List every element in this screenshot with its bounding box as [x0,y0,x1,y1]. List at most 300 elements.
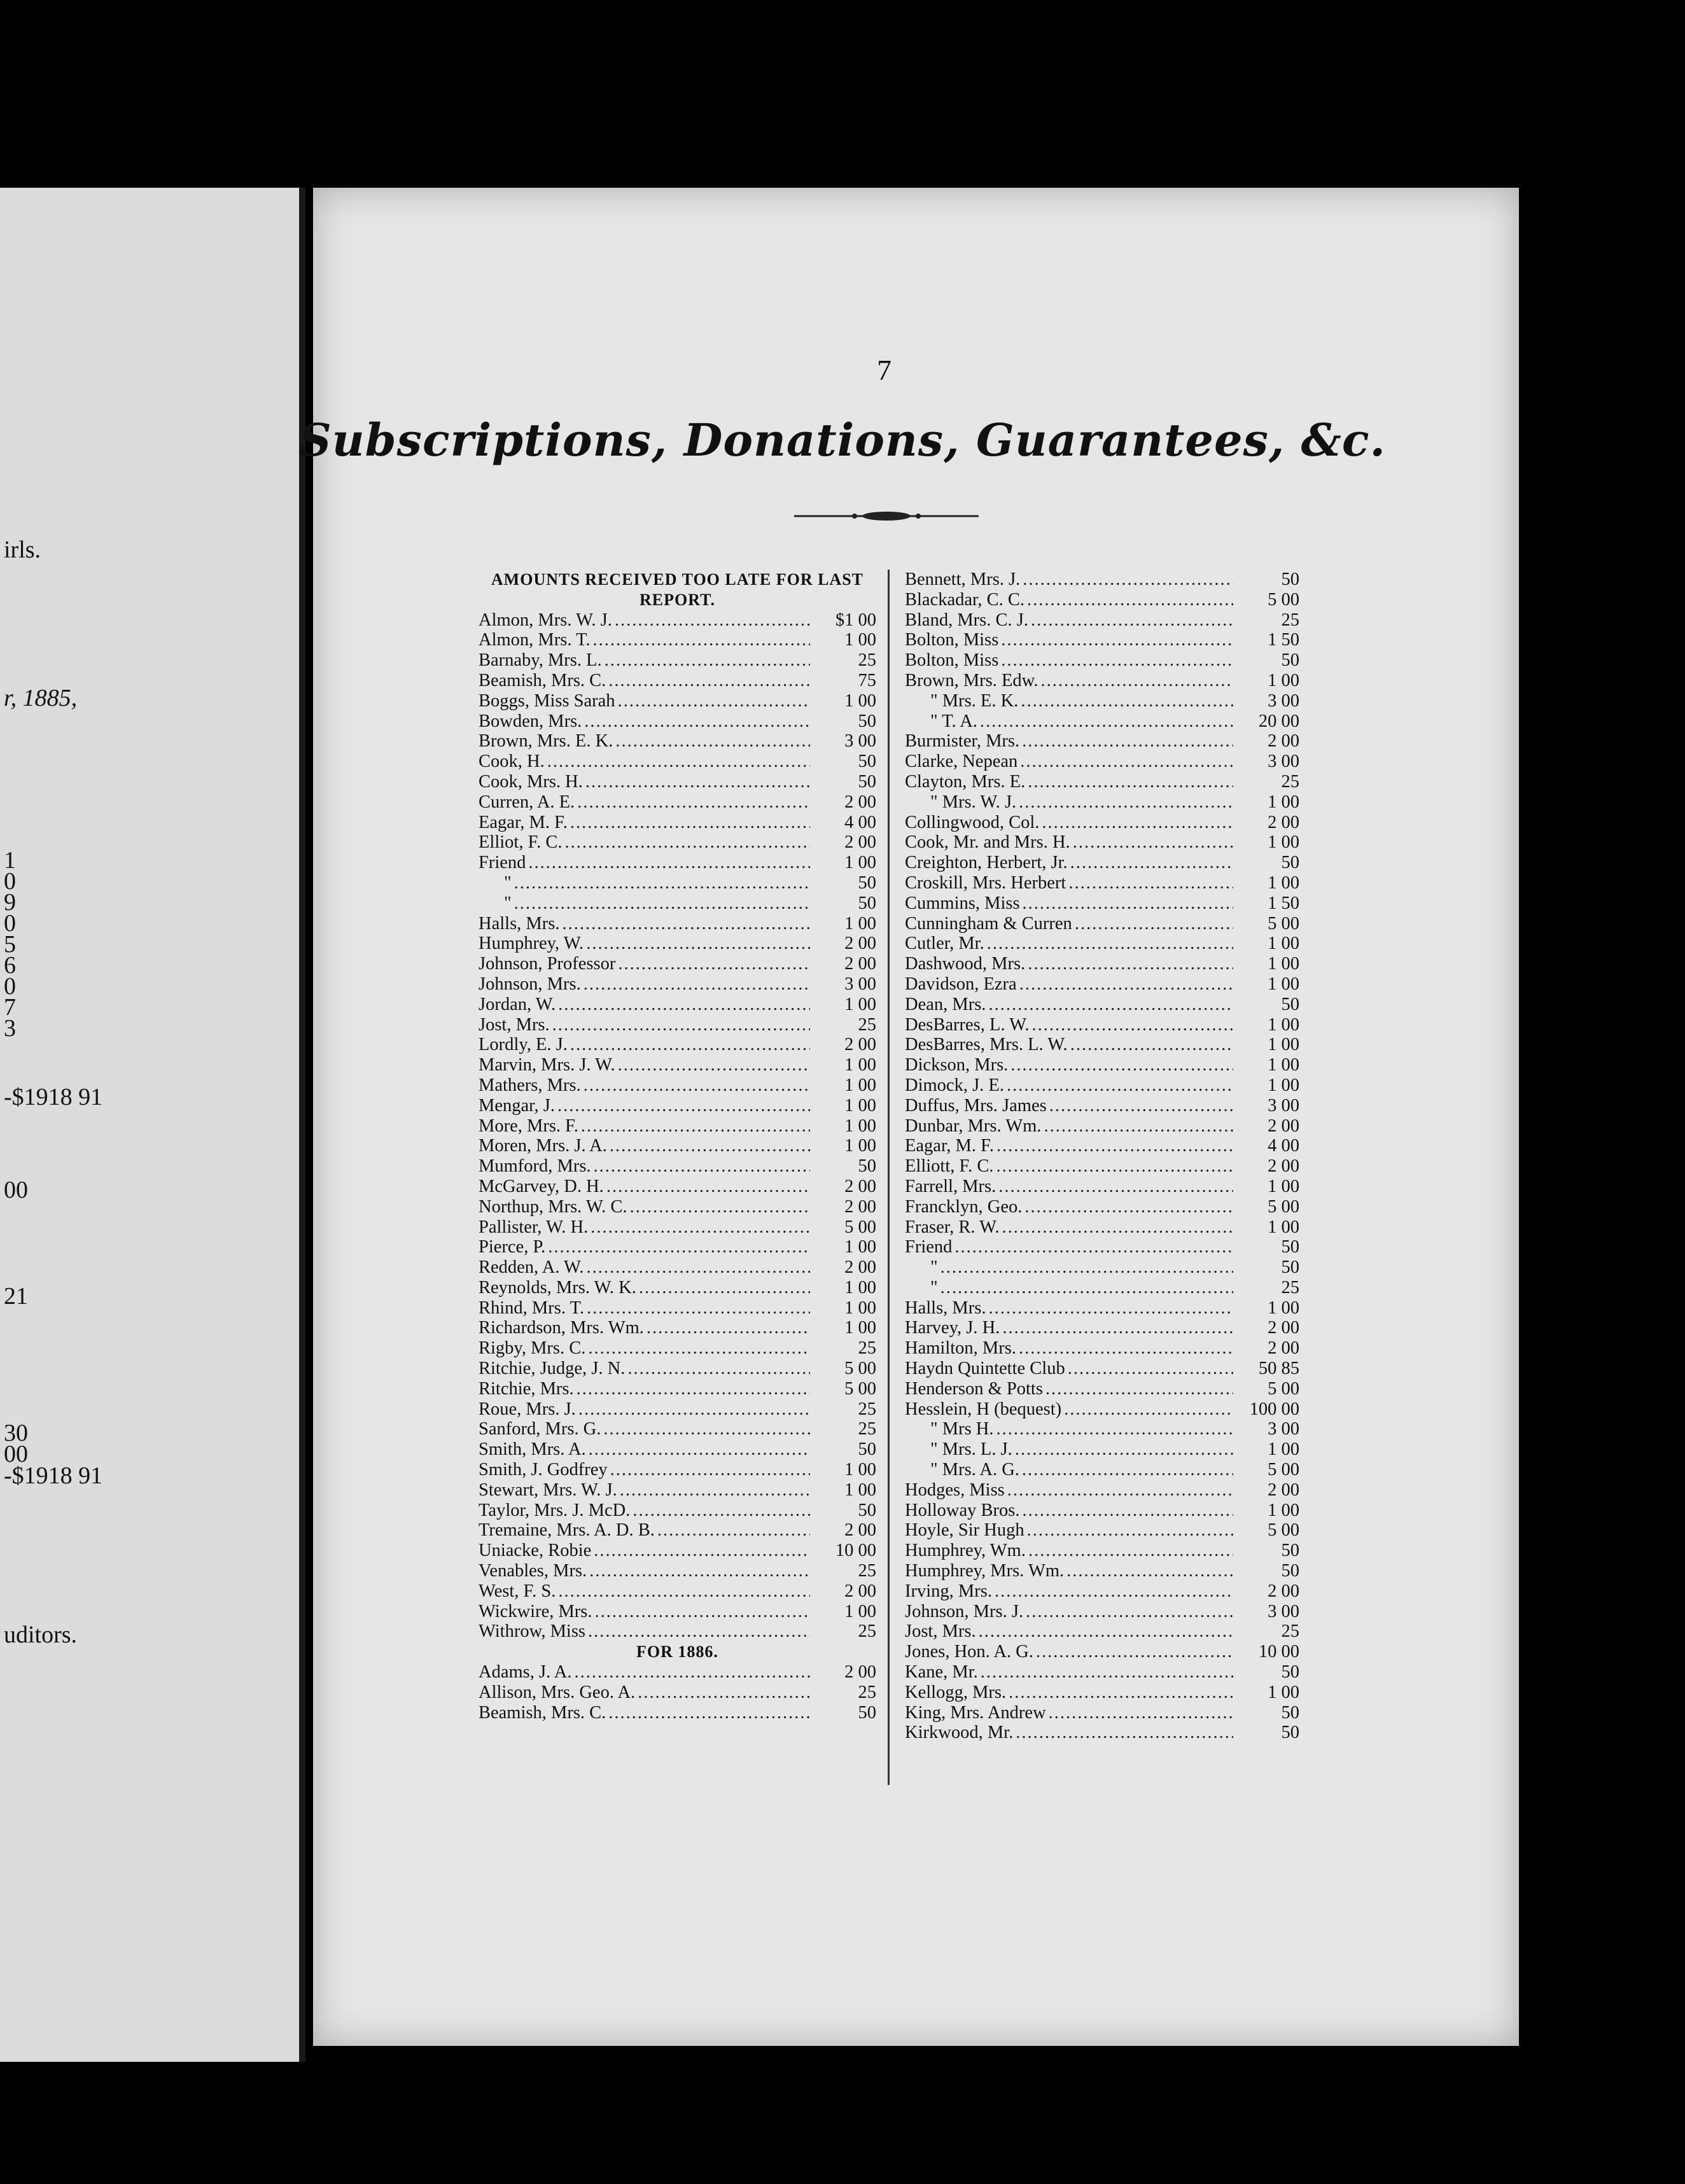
entry-amount: 1 00 [1268,1055,1299,1075]
entry-name: Cook, H. [479,752,545,772]
entry-row [905,813,1299,833]
entry-amount: 5 00 [1268,589,1299,610]
entry-row [479,1662,876,1683]
entry-row [479,974,876,995]
entry-amount: 25 [858,1419,876,1439]
entry-name: Haydn Quintette Club [905,1359,1065,1379]
leader-dots [589,1439,810,1460]
entry-row [905,1683,1299,1703]
leader-dots [584,1075,810,1096]
leader-dots [639,1278,810,1298]
entry-name: Jost, Mrs. [479,1014,550,1035]
leader-dots [940,1278,1233,1298]
entry-name: Holloway Bros. [905,1500,1020,1520]
entry-row [479,1379,876,1399]
leader-dots [1049,1703,1233,1723]
leader-dots [1007,1480,1233,1501]
entry-amount: 4 00 [1268,1136,1299,1156]
entry-row [479,1177,876,1197]
subscriptions-right-column [905,570,1299,1743]
leader-dots [981,1662,1233,1683]
leader-dots [547,752,810,772]
entry-name: Elliott, F. C. [905,1156,994,1177]
entry-name: Stewart, Mrs. W. J. [479,1480,617,1500]
entry-name: Davidson, Ezra [905,974,1017,994]
entry-amount: 5 00 [1268,913,1299,934]
entry-amount: 2 00 [1268,1318,1299,1338]
entry-name: Cummins, Miss [905,893,1020,913]
leader-dots [620,1480,810,1501]
entry-amount: 2 00 [844,1520,876,1541]
entry-row [905,1338,1299,1359]
entry-amount: 50 [1281,1662,1299,1683]
entry-name: King, Mrs. Andrew [905,1702,1046,1723]
entry-name: Humphrey, Mrs. Wm. [905,1561,1065,1581]
entry-row [479,1298,876,1319]
entry-row [905,1278,1299,1298]
entry-amount: 1 00 [1268,1682,1299,1702]
entry-amount: 75 [858,670,876,690]
entry-row [479,1318,876,1338]
fragment-text: r, 1885, [4,685,78,711]
entry-name: Croskill, Mrs. Herbert [905,872,1066,893]
entry-name: Bennett, Mrs. J. [905,570,1021,589]
fragment-text: -$1918 91 [4,1462,103,1489]
leader-dots [1066,1561,1233,1581]
entry-row [905,873,1299,893]
leader-dots [1015,1439,1233,1460]
entry-name: Brown, Mrs. Edw. [905,670,1038,690]
leader-dots [1026,1602,1233,1622]
entry-name: Kellogg, Mrs. [905,1682,1007,1702]
entry-amount: 5 00 [844,1378,876,1399]
entry-row [479,711,876,732]
subscriptions-left-column [479,570,876,1723]
entry-row [479,1278,876,1298]
entry-name: " [504,893,512,913]
entry-amount: 25 [858,650,876,671]
entry-row [479,1359,876,1379]
entry-row [905,1419,1299,1439]
fragment-text: 1 [4,847,16,874]
leader-dots [1023,893,1233,914]
entry-name: Duffus, Mrs. James [905,1095,1047,1116]
fragment-text: 30 [4,1420,28,1446]
entry-row [479,1480,876,1501]
leader-dots [577,1379,810,1399]
entry-amount: 1 00 [844,1298,876,1318]
entry-amount: 2 00 [844,934,876,954]
entry-name: Barnaby, Mrs. L. [479,650,602,671]
entry-amount: 2 00 [844,832,876,853]
entry-amount: 1 00 [844,1460,876,1480]
entry-name: " [504,872,512,893]
entry-row [479,873,876,893]
entry-name: Jones, Hon. A. G. [905,1642,1033,1662]
entry-row [905,1075,1299,1096]
leader-dots [1023,1501,1234,1521]
fragment-text: 9 [4,889,16,916]
entry-amount: 1 00 [1268,872,1299,893]
entry-amount: 1 00 [844,630,876,650]
entry-name: Tremaine, Mrs. A. D. B. [479,1520,655,1541]
leader-dots [1027,590,1233,610]
entry-amount: 3 00 [1268,752,1299,772]
leader-dots [1002,1318,1233,1338]
leader-dots [1073,832,1233,853]
entry-row [905,893,1299,914]
entry-row [479,1338,876,1359]
entry-name: McGarvey, D. H. [479,1176,604,1196]
entry-amount: 1 00 [844,1116,876,1136]
entry-name: Curren, A. E. [479,792,575,812]
entry-row [479,893,876,914]
entry-list-1886 [479,1662,876,1723]
leader-dots [627,1359,810,1379]
entry-name: Clarke, Nepean [905,752,1018,772]
entry-name: Kane, Mr. [905,1662,978,1683]
entry-row [479,1257,876,1278]
entry-amount: 50 [858,872,876,893]
entry-name: Humphrey, Wm. [905,1541,1026,1561]
entry-name: Almon, Mrs. T. [479,630,591,650]
entry-amount: 2 00 [844,792,876,812]
entry-name: West, F. S. [479,1581,556,1601]
entry-name: Redden, A. W. [479,1257,584,1278]
leader-dots [558,1581,810,1602]
entry-name: Hamilton, Mrs. [905,1338,1016,1359]
leader-dots [608,1703,810,1723]
entry-name: Ritchie, Mrs. [479,1378,574,1399]
entry-name: Cook, Mr. and Mrs. H. [905,832,1070,853]
entry-row [479,1621,876,1642]
leader-dots [618,1055,810,1075]
entry-row [479,934,876,954]
entry-row [479,671,876,691]
entry-amount: 2 00 [1268,1338,1299,1359]
leader-dots [996,1419,1233,1439]
entry-amount: 25 [858,1338,876,1359]
entry-amount: 50 [858,1439,876,1460]
leader-dots [615,731,810,752]
entry-row [905,1703,1299,1723]
leader-dots [988,995,1233,1015]
facing-page-fragment [0,188,305,2062]
entry-row [479,1520,876,1541]
entry-name: Francklyn, Geo. [905,1196,1023,1217]
entry-amount: 2 00 [1268,812,1299,832]
entry-name: Johnson, Mrs. J. [905,1601,1024,1621]
entry-name: Moren, Mrs. J. A. [479,1136,607,1156]
fragment-text: 3 [4,1015,16,1042]
entry-amount: $1 00 [835,610,876,630]
entry-amount: 50 [1281,853,1299,873]
leader-dots [587,1298,810,1319]
entry-row [905,711,1299,732]
leader-dots [1019,974,1233,995]
entry-row [905,792,1299,813]
entry-name: Smith, Mrs. A. [479,1439,586,1460]
leader-dots [1019,792,1233,813]
leader-dots [1028,954,1233,974]
leader-dots [603,1419,810,1439]
entry-row [905,1439,1299,1460]
entry-name: Dickson, Mrs. [905,1055,1009,1075]
entry-row [905,1116,1299,1137]
fragment-text: 0 [4,910,16,937]
entry-amount: 1 00 [844,853,876,873]
entry-list [905,570,1299,1743]
leader-dots [586,1257,810,1278]
fragment-text: 7 [4,994,16,1021]
leader-dots [954,1237,1233,1257]
entry-amount: 50 [858,893,876,913]
entry-name: Bolton, Miss [905,630,999,650]
entry-name: Mengar, J. [479,1095,555,1116]
leader-dots [1010,1055,1233,1075]
entry-amount: 1 00 [844,994,876,1014]
column-divider [888,570,890,1785]
entry-name: Kirkwood, Mr. [905,1723,1014,1743]
entry-amount: 3 00 [1268,1095,1299,1116]
entry-name: Sanford, Mrs. G. [479,1419,601,1439]
entry-amount: 50 [858,1156,876,1177]
entry-name: DesBarres, Mrs. L. W. [905,1035,1068,1055]
entry-row [479,1439,876,1460]
entry-amount: 1 00 [844,1095,876,1116]
leader-dots [638,1683,810,1703]
leader-dots [588,1621,810,1642]
entry-amount: 50 [858,1500,876,1520]
leader-dots [565,832,810,853]
entry-row [905,1541,1299,1561]
leader-dots [647,1318,810,1338]
leader-dots [588,1338,810,1359]
leader-dots [1075,914,1233,934]
leader-dots [1024,1197,1233,1217]
entry-amount: 10 00 [1258,1642,1299,1662]
entry-row [479,792,876,813]
entry-row [905,995,1299,1015]
entry-name: Dunbar, Mrs. Wm. [905,1116,1042,1136]
leader-dots [584,711,810,732]
leader-dots [633,1501,810,1521]
entry-name: Bland, Mrs. C. J. [905,610,1028,630]
leader-dots [1009,1683,1233,1703]
entry-name: Collingwood, Col. [905,812,1040,832]
entry-amount: 2 00 [844,1035,876,1055]
fragment-text: 6 [4,952,16,979]
entry-name: Burmister, Mrs. [905,731,1020,752]
entry-row [905,1501,1299,1521]
entry-name: Dimock, J. E. [905,1075,1004,1095]
entry-amount: 1 00 [1268,1014,1299,1035]
leader-dots [528,853,810,873]
entry-row [479,1015,876,1035]
entry-name: DesBarres, L. W. [905,1014,1030,1035]
entry-row [479,1399,876,1420]
entry-amount: 1 00 [1268,954,1299,974]
leader-dots [615,610,810,631]
leader-dots [610,1460,810,1480]
leader-dots [552,1015,810,1035]
leader-dots [591,1217,810,1238]
leader-dots [1002,1217,1233,1238]
entry-name: Blackadar, C. C. [905,589,1025,610]
leader-dots [514,893,810,914]
leader-dots [562,914,810,934]
leader-dots [589,1561,810,1581]
entry-amount: 1 00 [1268,934,1299,954]
entry-amount: 5 00 [844,1217,876,1237]
entry-amount: 1 00 [1268,974,1299,994]
entry-amount: 1 00 [1268,1075,1299,1095]
entry-amount: 25 [1281,610,1299,630]
entry-name: Creighton, Herbert, Jr. [905,853,1068,873]
entry-row [479,995,876,1015]
entry-amount: 2 00 [1268,1581,1299,1601]
leader-dots [558,995,810,1015]
fragment-text: irls. [4,536,41,563]
entry-amount: 1 00 [1268,1298,1299,1318]
entry-row [905,1561,1299,1581]
entry-amount: 3 00 [1268,1601,1299,1621]
entry-amount: 25 [1281,1277,1299,1298]
entry-row [479,853,876,873]
entry-amount: 5 00 [1268,1460,1299,1480]
entry-row [479,650,876,671]
leader-dots [1028,1541,1233,1561]
leader-dots [570,813,810,833]
entry-name: Pierce, P. [479,1237,546,1257]
entry-amount: 2 00 [1268,1156,1299,1177]
entry-name: Dashwood, Mrs. [905,954,1026,974]
leader-dots [1044,1116,1233,1137]
entry-amount: 2 00 [844,1196,876,1217]
section-heading: AMOUNTS RECEIVED TOO LATE FOR LAST REPORT. [491,570,864,609]
entry-name: Beamish, Mrs. C. [479,670,606,690]
leader-dots [995,1581,1233,1602]
entry-amount: 25 [858,1682,876,1702]
entry-amount: 1 00 [1268,1500,1299,1520]
leader-dots [577,792,810,813]
entry-row [479,1116,876,1137]
leader-dots [595,1602,810,1622]
entry-row [479,1561,876,1581]
entry-name: " [930,1277,938,1298]
entry-name: Uniacke, Robie [479,1541,592,1561]
entry-amount: 50 [1281,1702,1299,1723]
entry-row [905,954,1299,974]
entry-name: Taylor, Mrs. J. McD. [479,1500,631,1520]
entry-name: " T. A. [930,711,977,731]
leader-dots [980,711,1233,732]
entry-amount: 5 00 [1268,1378,1299,1399]
entry-amount: 50 85 [1258,1359,1299,1379]
leader-dots [578,1399,810,1420]
fragment-text: -$1918 91 [4,1084,103,1110]
section-subheading: FOR 1886. [636,1642,718,1662]
entry-row [905,1136,1299,1156]
entry-row [905,1197,1299,1217]
entry-name: " Mrs. A. G. [930,1460,1019,1480]
entry-row [479,630,876,650]
entry-amount: 100 00 [1249,1399,1299,1419]
entry-name: Marvin, Mrs. J. W. [479,1055,615,1075]
leader-dots [1070,853,1233,873]
entry-amount: 25 [858,1621,876,1642]
leader-dots [1001,650,1233,671]
leader-dots [594,1156,810,1177]
entry-amount: 1 00 [844,690,876,711]
entry-name: " Mrs. E. K. [930,690,1019,711]
entry-row [479,1602,876,1622]
fragment-text: 0 [4,973,16,1000]
entry-name: Smith, J. Godfrey [479,1460,608,1480]
entry-name: Hesslein, H (bequest) [905,1399,1062,1419]
entry-row [479,954,876,974]
entry-row [479,832,876,853]
entry-amount: 5 00 [844,1359,876,1379]
entry-name: Eagar, M. F. [905,1136,994,1156]
entry-row [905,590,1299,610]
entry-amount: 5 00 [1268,1520,1299,1541]
entry-name: Johnson, Professor [479,954,616,974]
entry-row [479,1156,876,1177]
entry-name: Roue, Mrs. J. [479,1399,576,1419]
leader-dots [570,1035,810,1055]
entry-name: Wickwire, Mrs. [479,1601,592,1621]
entry-row [905,1723,1299,1743]
entry-amount: 2 00 [844,1176,876,1196]
entry-name: Jordan, W. [479,994,556,1014]
entry-name: Bolton, Miss [905,650,999,671]
entry-amount: 1 00 [1268,1176,1299,1196]
entry-row [905,1298,1299,1319]
entry-row [905,1520,1299,1541]
leader-dots [605,650,810,671]
entry-name: Northup, Mrs. W. C. [479,1196,627,1217]
leader-dots [1001,630,1233,650]
leader-dots [1022,1460,1233,1480]
leader-dots [585,772,810,792]
entry-row [905,650,1299,671]
entry-row [479,1541,876,1561]
entry-name: Rhind, Mrs. T. [479,1298,585,1318]
entry-amount: 50 [858,1702,876,1723]
leader-dots [987,934,1233,954]
entry-row [905,1581,1299,1602]
entry-amount: 1 00 [1268,792,1299,812]
entry-name: " Mrs. W. J. [930,792,1017,812]
entry-name: Henderson & Potts [905,1378,1043,1399]
entry-name: Boggs, Miss Sarah [479,690,615,711]
entry-amount: 5 00 [1268,1196,1299,1217]
leader-dots [1064,1399,1233,1420]
entry-name: " [930,1257,938,1278]
leader-dots [514,873,810,893]
entry-row [905,1257,1299,1278]
entry-amount: 50 [1281,650,1299,671]
entry-row [905,691,1299,711]
entry-name: Richardson, Mrs. Wm. [479,1318,644,1338]
entry-amount: 50 [858,771,876,792]
entry-amount: 50 [1281,994,1299,1014]
page-number: 7 [877,354,891,386]
entry-name: Fraser, R. W. [905,1217,1000,1237]
entry-name: Dean, Mrs. [905,994,986,1014]
leader-dots [594,1541,810,1561]
